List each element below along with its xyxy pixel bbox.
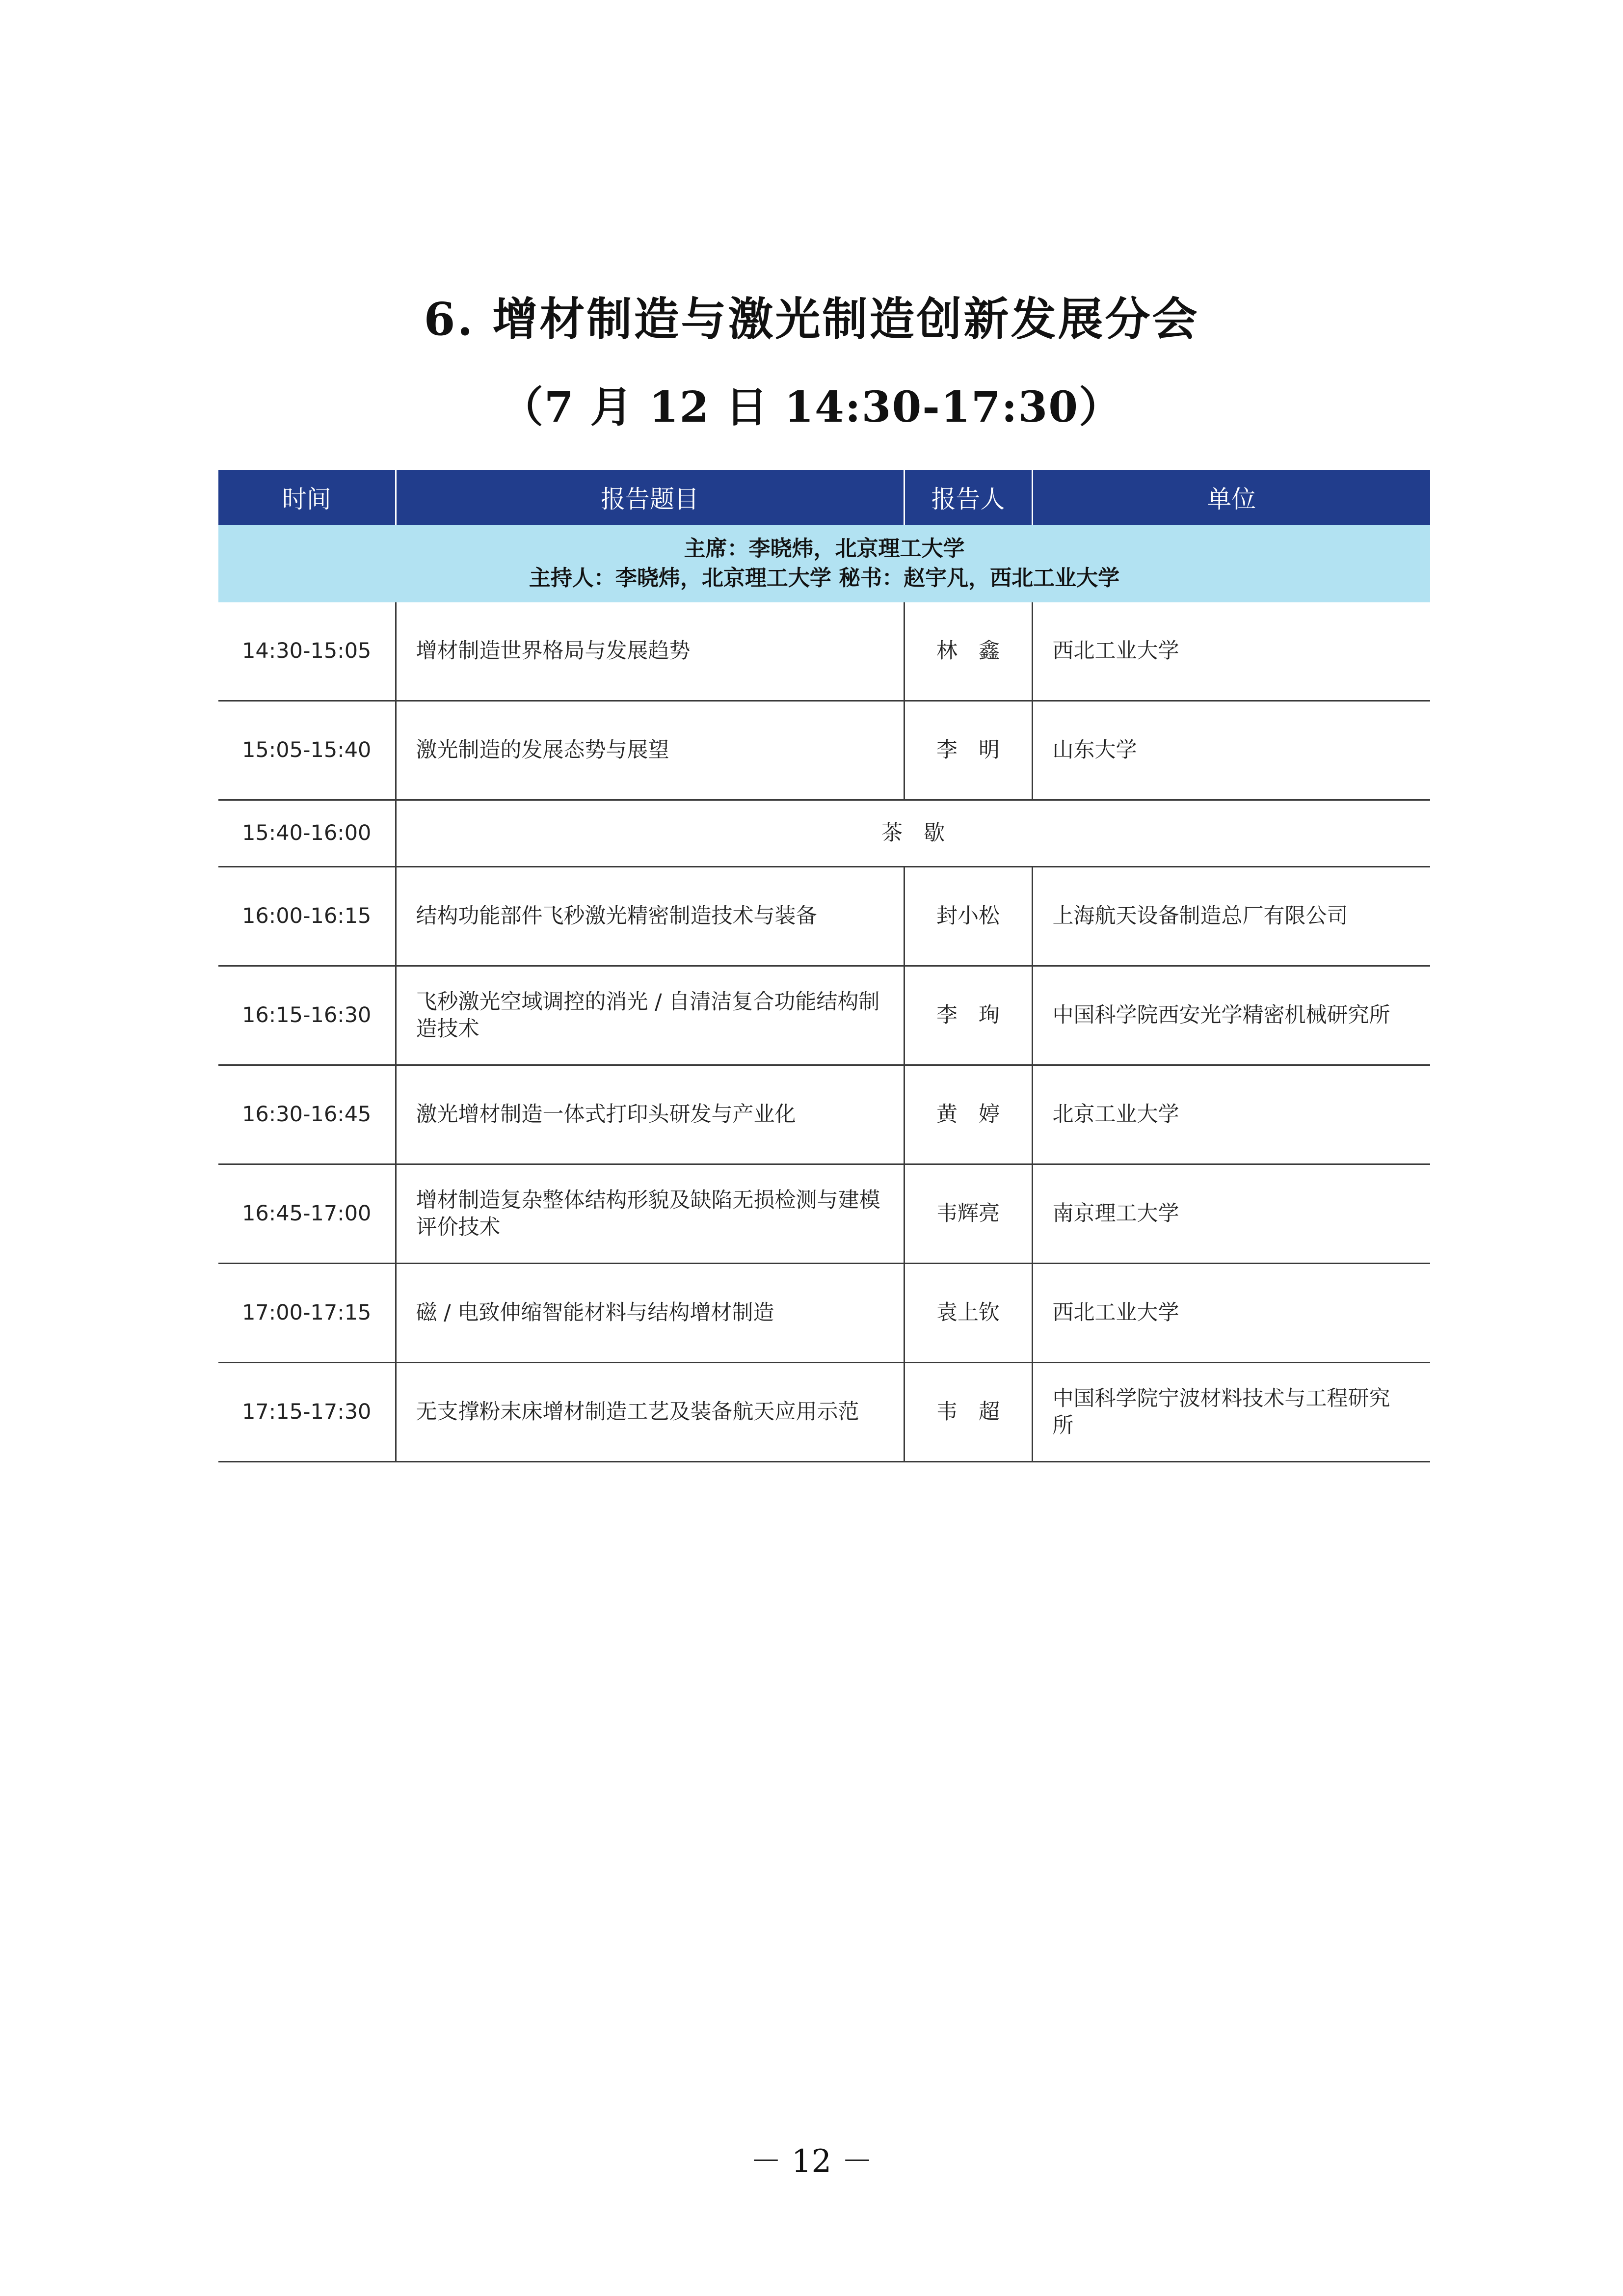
- header-speaker: 报告人: [904, 470, 1032, 525]
- unit-cell: 山东大学: [1032, 701, 1430, 800]
- topic-cell: 激光增材制造一体式打印头研发与产业化: [396, 1065, 904, 1164]
- table-row: [218, 966, 1430, 1065]
- table-row: [218, 602, 1430, 701]
- speaker-cell: 李 珣: [904, 966, 1032, 1065]
- header-time: 时间: [218, 470, 396, 525]
- time-cell: 17:15-17:30: [218, 1363, 396, 1462]
- unit-cell: 西北工业大学: [1032, 1264, 1430, 1363]
- time-cell: 16:00-16:15: [218, 867, 396, 966]
- speaker-cell: 黄 婷: [904, 1065, 1032, 1164]
- page-subtitle: （7 月 12 日 14:30-17:30）: [501, 382, 1122, 432]
- speaker-cell: 林 鑫: [904, 602, 1032, 701]
- chair-row: [218, 525, 1430, 602]
- speaker-cell: 袁上钦: [904, 1264, 1032, 1363]
- header-unit: 单位: [1032, 470, 1430, 525]
- topic-cell: 增材制造世界格局与发展趋势: [396, 602, 904, 701]
- speaker-cell: 韦 超: [904, 1363, 1032, 1462]
- topic-cell: 无支撑粉末床增材制造工艺及装备航天应用示范: [396, 1363, 904, 1462]
- table-row: [218, 867, 1430, 966]
- speaker-cell: 封小松: [904, 867, 1032, 966]
- topic-cell: 激光制造的发展态势与展望: [396, 701, 904, 800]
- table-row: [218, 1164, 1430, 1264]
- unit-cell: 北京工业大学: [1032, 1065, 1430, 1164]
- page-title: 6. 增材制造与激光制造创新发展分会: [424, 293, 1199, 346]
- topic-cell: 结构功能部件飞秒激光精密制造技术与装备: [396, 867, 904, 966]
- unit-cell: 中国科学院宁波材料技术与工程研究所: [1032, 1363, 1430, 1462]
- unit-cell: 西北工业大学: [1032, 602, 1430, 701]
- chair-cell: [218, 525, 1430, 602]
- schedule-table: [218, 470, 1430, 1462]
- time-cell: 16:45-17:00: [218, 1164, 396, 1264]
- tea-break-label: 茶 歇: [396, 800, 1430, 867]
- chair-line: 主席：李晓炜，北京理工大学: [684, 536, 965, 561]
- time-cell: 14:30-15:05: [218, 602, 396, 701]
- topic-cell: 飞秒激光空域调控的消光 / 自清洁复合功能结构制造技术: [396, 966, 904, 1065]
- topic-cell: 增材制造复杂整体结构形貌及缺陷无损检测与建模评价技术: [396, 1164, 904, 1264]
- time-cell: 15:05-15:40: [218, 701, 396, 800]
- speaker-cell: 韦辉亮: [904, 1164, 1032, 1264]
- time-cell: 15:40-16:00: [218, 800, 396, 867]
- table-header: [218, 470, 1430, 525]
- table-row: [218, 1363, 1430, 1462]
- time-cell: 16:30-16:45: [218, 1065, 396, 1164]
- unit-cell: 南京理工大学: [1032, 1164, 1430, 1264]
- speaker-cell: 李 明: [904, 701, 1032, 800]
- header-topic: 报告题目: [396, 470, 904, 525]
- host-secretary-line: 主持人：李晓炜，北京理工大学 秘书：赵宇凡，西北工业大学: [529, 566, 1120, 591]
- unit-cell: 中国科学院西安光学精密机械研究所: [1032, 966, 1430, 1065]
- table-row: [218, 701, 1430, 800]
- time-cell: 16:15-16:30: [218, 966, 396, 1065]
- topic-cell: 磁 / 电致伸缩智能材料与结构增材制造: [396, 1264, 904, 1363]
- unit-cell: 上海航天设备制造总厂有限公司: [1032, 867, 1430, 966]
- table-row: [218, 1264, 1430, 1363]
- page-number: － 12 －: [750, 2143, 873, 2180]
- break-row: [218, 800, 1430, 867]
- table-row: [218, 1065, 1430, 1164]
- time-cell: 17:00-17:15: [218, 1264, 396, 1363]
